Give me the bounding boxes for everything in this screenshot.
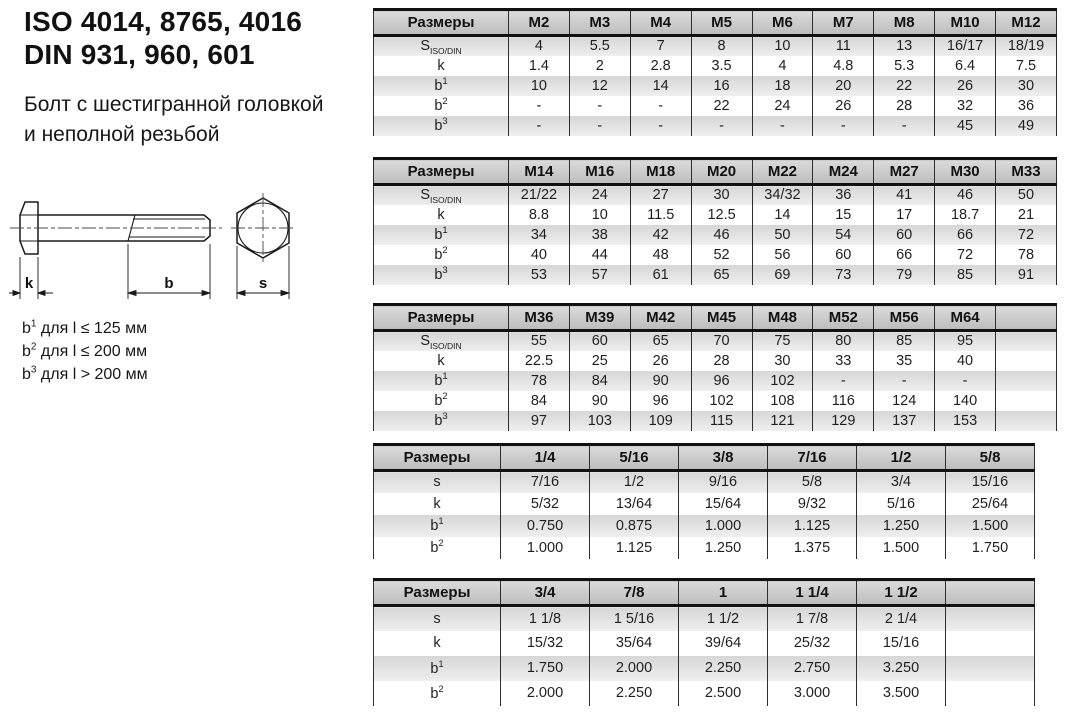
value-cell: 84 [569,371,630,391]
row-label: $b^2$ [374,245,509,265]
value-cell: 4 [509,36,570,56]
value-cell: 20 [813,76,874,96]
value-cell: 24 [569,185,630,205]
value-cell: 73 [813,265,874,285]
table-row [374,606,1035,631]
size-header: M20 [691,159,752,185]
size-header: M12 [996,10,1057,36]
size-header: M64 [935,305,996,331]
value-cell: 28 [691,351,752,371]
table-row [374,471,1035,493]
size-header: M42 [630,305,691,331]
value-cell: - [509,116,570,136]
value-cell: 21 [996,205,1057,225]
value-cell: 30 [752,351,813,371]
value-cell [946,606,1035,631]
value-cell: 1 5/16 [590,606,679,631]
value-cell: 24 [752,96,813,116]
value-cell: - [935,371,996,391]
size-header: M56 [874,305,935,331]
value-cell: 66 [935,225,996,245]
row-label: $b^2$ [374,391,509,411]
value-cell: 15/16 [946,471,1035,493]
table-row [374,371,1057,391]
value-cell: 6.4 [935,56,996,76]
size-header: 1 1/4 [768,580,857,606]
size-header: M6 [752,10,813,36]
value-cell [946,656,1035,681]
value-cell: 90 [569,391,630,411]
value-cell: 1.500 [857,537,946,559]
value-cell: 34 [509,225,570,245]
size-header: M10 [935,10,996,36]
table-row [374,96,1057,116]
value-cell: 25/32 [768,631,857,656]
size-header: M16 [569,159,630,185]
value-cell: 40 [935,351,996,371]
table-row [374,681,1035,706]
value-cell: 11.5 [630,205,691,225]
value-cell: 41 [874,185,935,205]
value-cell: 8 [691,36,752,56]
size-header: M48 [752,305,813,331]
value-cell: 2 [569,56,630,76]
table-row [374,331,1057,351]
value-cell: 115 [691,411,752,431]
value-cell: 55 [509,331,570,351]
header-row [374,445,1035,471]
value-cell: 85 [874,331,935,351]
value-cell: 15/64 [679,493,768,515]
value-cell: 7.5 [996,56,1057,76]
value-cell: 5/32 [501,493,590,515]
value-cell: 79 [874,265,935,285]
value-cell: - [691,116,752,136]
value-cell: 3.5 [691,56,752,76]
value-cell: 72 [935,245,996,265]
value-cell: 44 [569,245,630,265]
value-cell: 140 [935,391,996,411]
value-cell: 26 [630,351,691,371]
value-cell: 78 [996,245,1057,265]
table-row [374,116,1057,136]
value-cell: 5.5 [569,36,630,56]
size-header: M24 [813,159,874,185]
value-cell: 18 [752,76,813,96]
spec-table-metric-m2-m12 [373,8,1057,136]
value-cell: 54 [813,225,874,245]
row-label: s [374,606,501,631]
value-cell: 48 [630,245,691,265]
value-cell: 8.8 [509,205,570,225]
row-label: k [374,56,509,76]
size-header: 3/4 [501,580,590,606]
size-header: M22 [752,159,813,185]
value-cell: 25/64 [946,493,1035,515]
product-name-line1: Болт с шестигранной головкой [24,93,324,116]
value-cell: 1 1/8 [501,606,590,631]
table-row [374,76,1057,96]
size-header: 1 [679,580,768,606]
value-cell: 12.5 [691,205,752,225]
corner-header: Размеры [374,10,509,36]
value-cell: - [813,116,874,136]
table-row [374,56,1057,76]
value-cell: 15/32 [501,631,590,656]
value-cell: 28 [874,96,935,116]
value-cell: 11 [813,36,874,56]
value-cell: 10 [509,76,570,96]
value-cell: 1 1/2 [679,606,768,631]
value-cell: - [630,96,691,116]
value-cell: 72 [996,225,1057,245]
value-cell: 69 [752,265,813,285]
size-header: M52 [813,305,874,331]
row-label: $b^3$ [374,411,509,431]
value-cell: 35 [874,351,935,371]
row-label: $b^2$ [374,537,501,559]
size-header: 7/16 [768,445,857,471]
size-header: M3 [569,10,630,36]
value-cell: 22.5 [509,351,570,371]
size-header: M27 [874,159,935,185]
value-cell: 61 [630,265,691,285]
value-cell: 26 [813,96,874,116]
value-cell: 2.8 [630,56,691,76]
value-cell: 109 [630,411,691,431]
value-cell: 66 [874,245,935,265]
value-cell: 1.125 [768,515,857,537]
value-cell: 84 [509,391,570,411]
table-row [374,225,1057,245]
dim-label-k: k [24,275,34,292]
dimension-lines [9,244,289,299]
value-cell: 22 [874,76,935,96]
value-cell: 0.875 [590,515,679,537]
spec-table-metric-m36-m64 [373,303,1057,431]
row-label: $b^1$ [374,371,509,391]
value-cell: 103 [569,411,630,431]
value-cell: 32 [935,96,996,116]
value-cell: 2.750 [768,656,857,681]
value-cell: 1.000 [679,515,768,537]
table-row [374,411,1057,431]
table-row [374,265,1057,285]
value-cell [946,681,1035,706]
value-cell: 15 [813,205,874,225]
table-row [374,656,1035,681]
value-cell: - [509,96,570,116]
value-cell [996,371,1057,391]
value-cell: 17 [874,205,935,225]
value-cell: 46 [935,185,996,205]
spec-table-inch-1-4-to-5-8 [373,443,1035,559]
value-cell: 3.000 [768,681,857,706]
note-line: $b^2$ для l ≤ 200 мм [22,341,148,360]
value-cell: 2.250 [679,656,768,681]
value-cell: 16/17 [935,36,996,56]
value-cell: 12 [569,76,630,96]
value-cell: 1.4 [509,56,570,76]
row-label: $b^1$ [374,76,509,96]
value-cell: 7 [630,36,691,56]
value-cell: 90 [630,371,691,391]
corner-header: Размеры [374,445,501,471]
row-label: $S_{ISO/DIN}$ [374,185,509,205]
header-row [374,159,1057,185]
value-cell: 95 [935,331,996,351]
value-cell: 40 [509,245,570,265]
header-row [374,580,1035,606]
value-cell: 36 [996,96,1057,116]
corner-header: Размеры [374,159,509,185]
value-cell: 1/2 [590,471,679,493]
table-row [374,351,1057,371]
value-cell: 5/8 [768,471,857,493]
row-label: $b^1$ [374,656,501,681]
corner-header: Размеры [374,305,509,331]
value-cell: 124 [874,391,935,411]
value-cell: 1.000 [501,537,590,559]
value-cell: 36 [813,185,874,205]
value-cell: - [874,116,935,136]
value-cell: 65 [691,265,752,285]
table-row [374,515,1035,537]
value-cell: 9/16 [679,471,768,493]
value-cell: 2 1/4 [857,606,946,631]
table-row [374,36,1057,56]
value-cell: - [752,116,813,136]
value-cell: 2.250 [590,681,679,706]
table-row [374,391,1057,411]
value-cell [946,631,1035,656]
value-cell: 153 [935,411,996,431]
size-header: M45 [691,305,752,331]
value-cell: 60 [813,245,874,265]
size-header: M18 [630,159,691,185]
size-header: M14 [509,159,570,185]
value-cell: 34/32 [752,185,813,205]
value-cell: 65 [630,331,691,351]
page-title-iso: ISO 4014, 8765, 4016 [24,6,302,37]
spec-table-metric-m14-m33 [373,157,1057,285]
size-header: M4 [630,10,691,36]
value-cell: 35/64 [590,631,679,656]
table-row [374,245,1057,265]
value-cell: 1.750 [501,656,590,681]
table-row [374,205,1057,225]
value-cell: 75 [752,331,813,351]
dim-label-s: s [258,275,268,292]
value-cell: 18.7 [935,205,996,225]
size-header: 1/4 [501,445,590,471]
value-cell [996,391,1057,411]
value-cell: 30 [691,185,752,205]
value-cell: - [874,371,935,391]
note-line: $b^3$ для l > 200 мм [22,364,148,383]
value-cell: 45 [935,116,996,136]
table-row [374,493,1035,515]
value-cell: 96 [691,371,752,391]
value-cell: 96 [630,391,691,411]
row-label: $b^1$ [374,225,509,245]
page-title-din: DIN 931, 960, 601 [24,39,255,70]
size-header [996,305,1057,331]
value-cell: 102 [752,371,813,391]
value-cell: 137 [874,411,935,431]
size-header [946,580,1035,606]
value-cell: 1.250 [679,537,768,559]
value-cell: 3.500 [857,681,946,706]
row-label: $b^3$ [374,265,509,285]
value-cell: 22 [691,96,752,116]
value-cell [996,331,1057,351]
size-header: M2 [509,10,570,36]
value-cell: 16 [691,76,752,96]
value-cell: 1.125 [590,537,679,559]
value-cell: 0.750 [501,515,590,537]
value-cell: 97 [509,411,570,431]
row-label: k [374,351,509,371]
value-cell: 7/16 [501,471,590,493]
value-cell: 60 [569,331,630,351]
size-header: 3/8 [679,445,768,471]
value-cell: 46 [691,225,752,245]
value-cell: - [630,116,691,136]
value-cell: 13 [874,36,935,56]
value-cell: - [569,96,630,116]
dim-label-b: b [164,275,174,292]
thread-length-notes [22,317,148,386]
header-row [374,305,1057,331]
row-label: s [374,471,501,493]
value-cell: 2.000 [590,656,679,681]
value-cell: 25 [569,351,630,371]
note-line: $b^1$ для l ≤ 125 мм [22,318,148,337]
value-cell: 13/64 [590,493,679,515]
row-label: $S_{ISO/DIN}$ [374,36,509,56]
value-cell: 57 [569,265,630,285]
value-cell: 3/4 [857,471,946,493]
value-cell: 116 [813,391,874,411]
value-cell: 4 [752,56,813,76]
size-header: 1/2 [857,445,946,471]
spec-table-inch-3-4-to-1-1-2 [373,578,1035,706]
value-cell: 78 [509,371,570,391]
value-cell: 14 [630,76,691,96]
size-header: M5 [691,10,752,36]
row-label: $b^3$ [374,116,509,136]
row-label: k [374,493,501,515]
size-header: 1 1/2 [857,580,946,606]
value-cell: 38 [569,225,630,245]
value-cell [996,351,1057,371]
value-cell: 26 [935,76,996,96]
size-header: 7/8 [590,580,679,606]
value-cell: 42 [630,225,691,245]
product-name-line2: и неполной резьбой [24,123,220,146]
value-cell: 85 [935,265,996,285]
value-cell: 10 [569,205,630,225]
value-cell: 33 [813,351,874,371]
table-row [374,537,1035,559]
value-cell: 91 [996,265,1057,285]
value-cell: 50 [752,225,813,245]
value-cell: 129 [813,411,874,431]
size-header: M33 [996,159,1057,185]
table-row [374,185,1057,205]
value-cell: 3.250 [857,656,946,681]
value-cell: 53 [509,265,570,285]
size-header: M30 [935,159,996,185]
value-cell [996,411,1057,431]
row-label: k [374,631,501,656]
bolt-technical-drawing [8,186,328,312]
value-cell: 1 7/8 [768,606,857,631]
dimension-tables [373,0,1067,720]
corner-header: Размеры [374,580,501,606]
value-cell: 15/16 [857,631,946,656]
value-cell: 18/19 [996,36,1057,56]
size-header: M8 [874,10,935,36]
value-cell: 1.500 [946,515,1035,537]
row-label: $b^2$ [374,681,501,706]
value-cell: 2.500 [679,681,768,706]
size-header: M7 [813,10,874,36]
value-cell: 14 [752,205,813,225]
size-header: 5/8 [946,445,1035,471]
value-cell: 30 [996,76,1057,96]
value-cell: 52 [691,245,752,265]
row-label: $b^2$ [374,96,509,116]
value-cell: 60 [874,225,935,245]
value-cell: - [813,371,874,391]
row-label: k [374,205,509,225]
value-cell: 9/32 [768,493,857,515]
value-cell: - [569,116,630,136]
value-cell: 1.250 [857,515,946,537]
size-header: 5/16 [590,445,679,471]
value-cell: 121 [752,411,813,431]
value-cell: 39/64 [679,631,768,656]
value-cell: 70 [691,331,752,351]
value-cell: 2.000 [501,681,590,706]
value-cell: 1.375 [768,537,857,559]
size-header: M36 [509,305,570,331]
value-cell: 4.8 [813,56,874,76]
row-label: $S_{ISO/DIN}$ [374,331,509,351]
size-header: M39 [569,305,630,331]
value-cell: 21/22 [509,185,570,205]
value-cell: 108 [752,391,813,411]
row-label: $b^1$ [374,515,501,537]
value-cell: 80 [813,331,874,351]
value-cell: 10 [752,36,813,56]
value-cell: 5/16 [857,493,946,515]
value-cell: 56 [752,245,813,265]
value-cell: 102 [691,391,752,411]
value-cell: 5.3 [874,56,935,76]
header-row [374,10,1057,36]
value-cell: 27 [630,185,691,205]
value-cell: 49 [996,116,1057,136]
value-cell: 1.750 [946,537,1035,559]
table-row [374,631,1035,656]
value-cell: 50 [996,185,1057,205]
